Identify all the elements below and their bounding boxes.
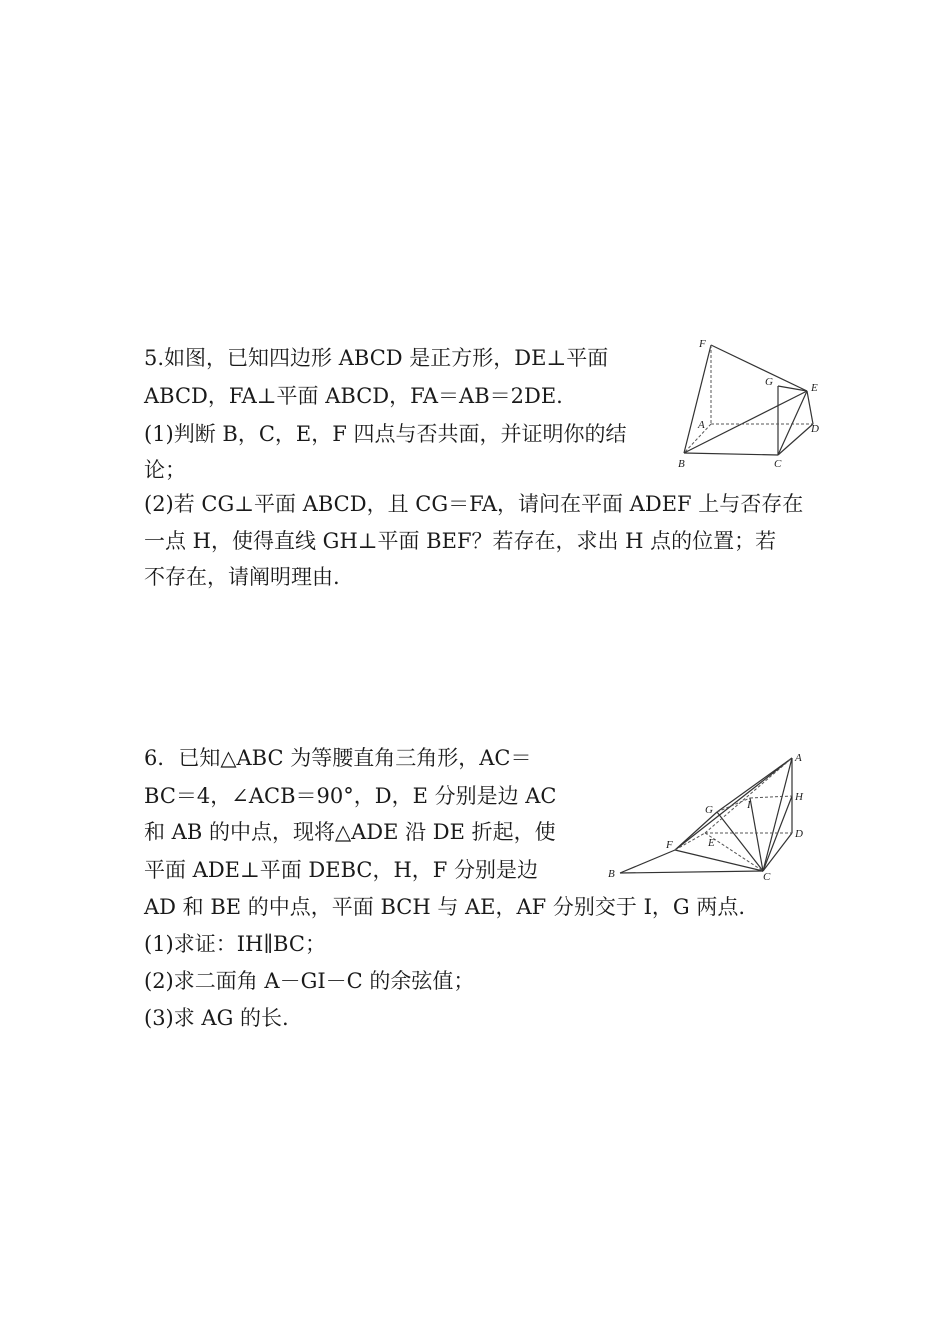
p6-label-b: B [608, 868, 615, 880]
p5-label-c: C [774, 458, 782, 470]
p6-line-6: (1)求证：IH∥BC； [144, 932, 326, 956]
p6-line-1: 6．已知△ABC 为等腰直角三角形，AC＝ [144, 746, 532, 770]
p5-line-5: (2)若 CG⊥平面 ABCD，且 CG＝FA，请问在平面 ADEF 上与否存在 [144, 492, 804, 516]
p6-line-2: BC＝4，∠ACB＝90°，D，E 分别是边 AC [144, 784, 557, 808]
p6-label-h: H [795, 791, 803, 803]
p6-line-3: 和 AB 的中点，现将△ADE 沿 DE 折起，使 [144, 820, 556, 844]
p6-label-a: A [795, 752, 802, 764]
p6-label-g: G [705, 804, 713, 816]
p5-label-g: G [765, 376, 773, 388]
p5-label-a: A [698, 419, 705, 431]
p5-line-6: 一点 H，使得直线 GH⊥平面 BEF？若存在，求出 H 点的位置；若 [144, 529, 777, 553]
p5-figure [670, 334, 830, 474]
p6-label-f: F [666, 839, 673, 851]
p6-label-e: E [708, 837, 715, 849]
p6-line-4: 平面 ADE⊥平面 DEBC，H，F 分别是边 [144, 858, 539, 882]
p5-label-f: F [699, 338, 706, 350]
p5-label-b: B [678, 458, 685, 470]
p5-label-e: E [811, 382, 818, 394]
p6-figure [600, 746, 815, 886]
p5-line-2: ABCD，FA⊥平面 ABCD，FA＝AB＝2DE. [144, 384, 563, 408]
p6-line-8: (3)求 AG 的长. [144, 1006, 289, 1030]
p6-line-7: (2)求二面角 A－GI－C 的余弦值； [144, 969, 475, 993]
p5-label-d: D [811, 423, 819, 435]
p5-line-7: 不存在，请阐明理由. [144, 565, 340, 589]
p5-line-1: 5.如图，已知四边形 ABCD 是正方形，DE⊥平面 [144, 346, 609, 370]
p5-line-3: (1)判断 B，C，E，F 四点与否共面，并证明你的结 [144, 422, 627, 446]
p6-line-5: AD 和 BE 的中点，平面 BCH 与 AE，AF 分别交于 I，G 两点. [144, 895, 746, 919]
p6-label-d: D [795, 828, 803, 840]
p6-label-c: C [763, 871, 771, 883]
p6-label-i: I [747, 799, 751, 811]
p5-line-4: 论； [144, 458, 186, 482]
